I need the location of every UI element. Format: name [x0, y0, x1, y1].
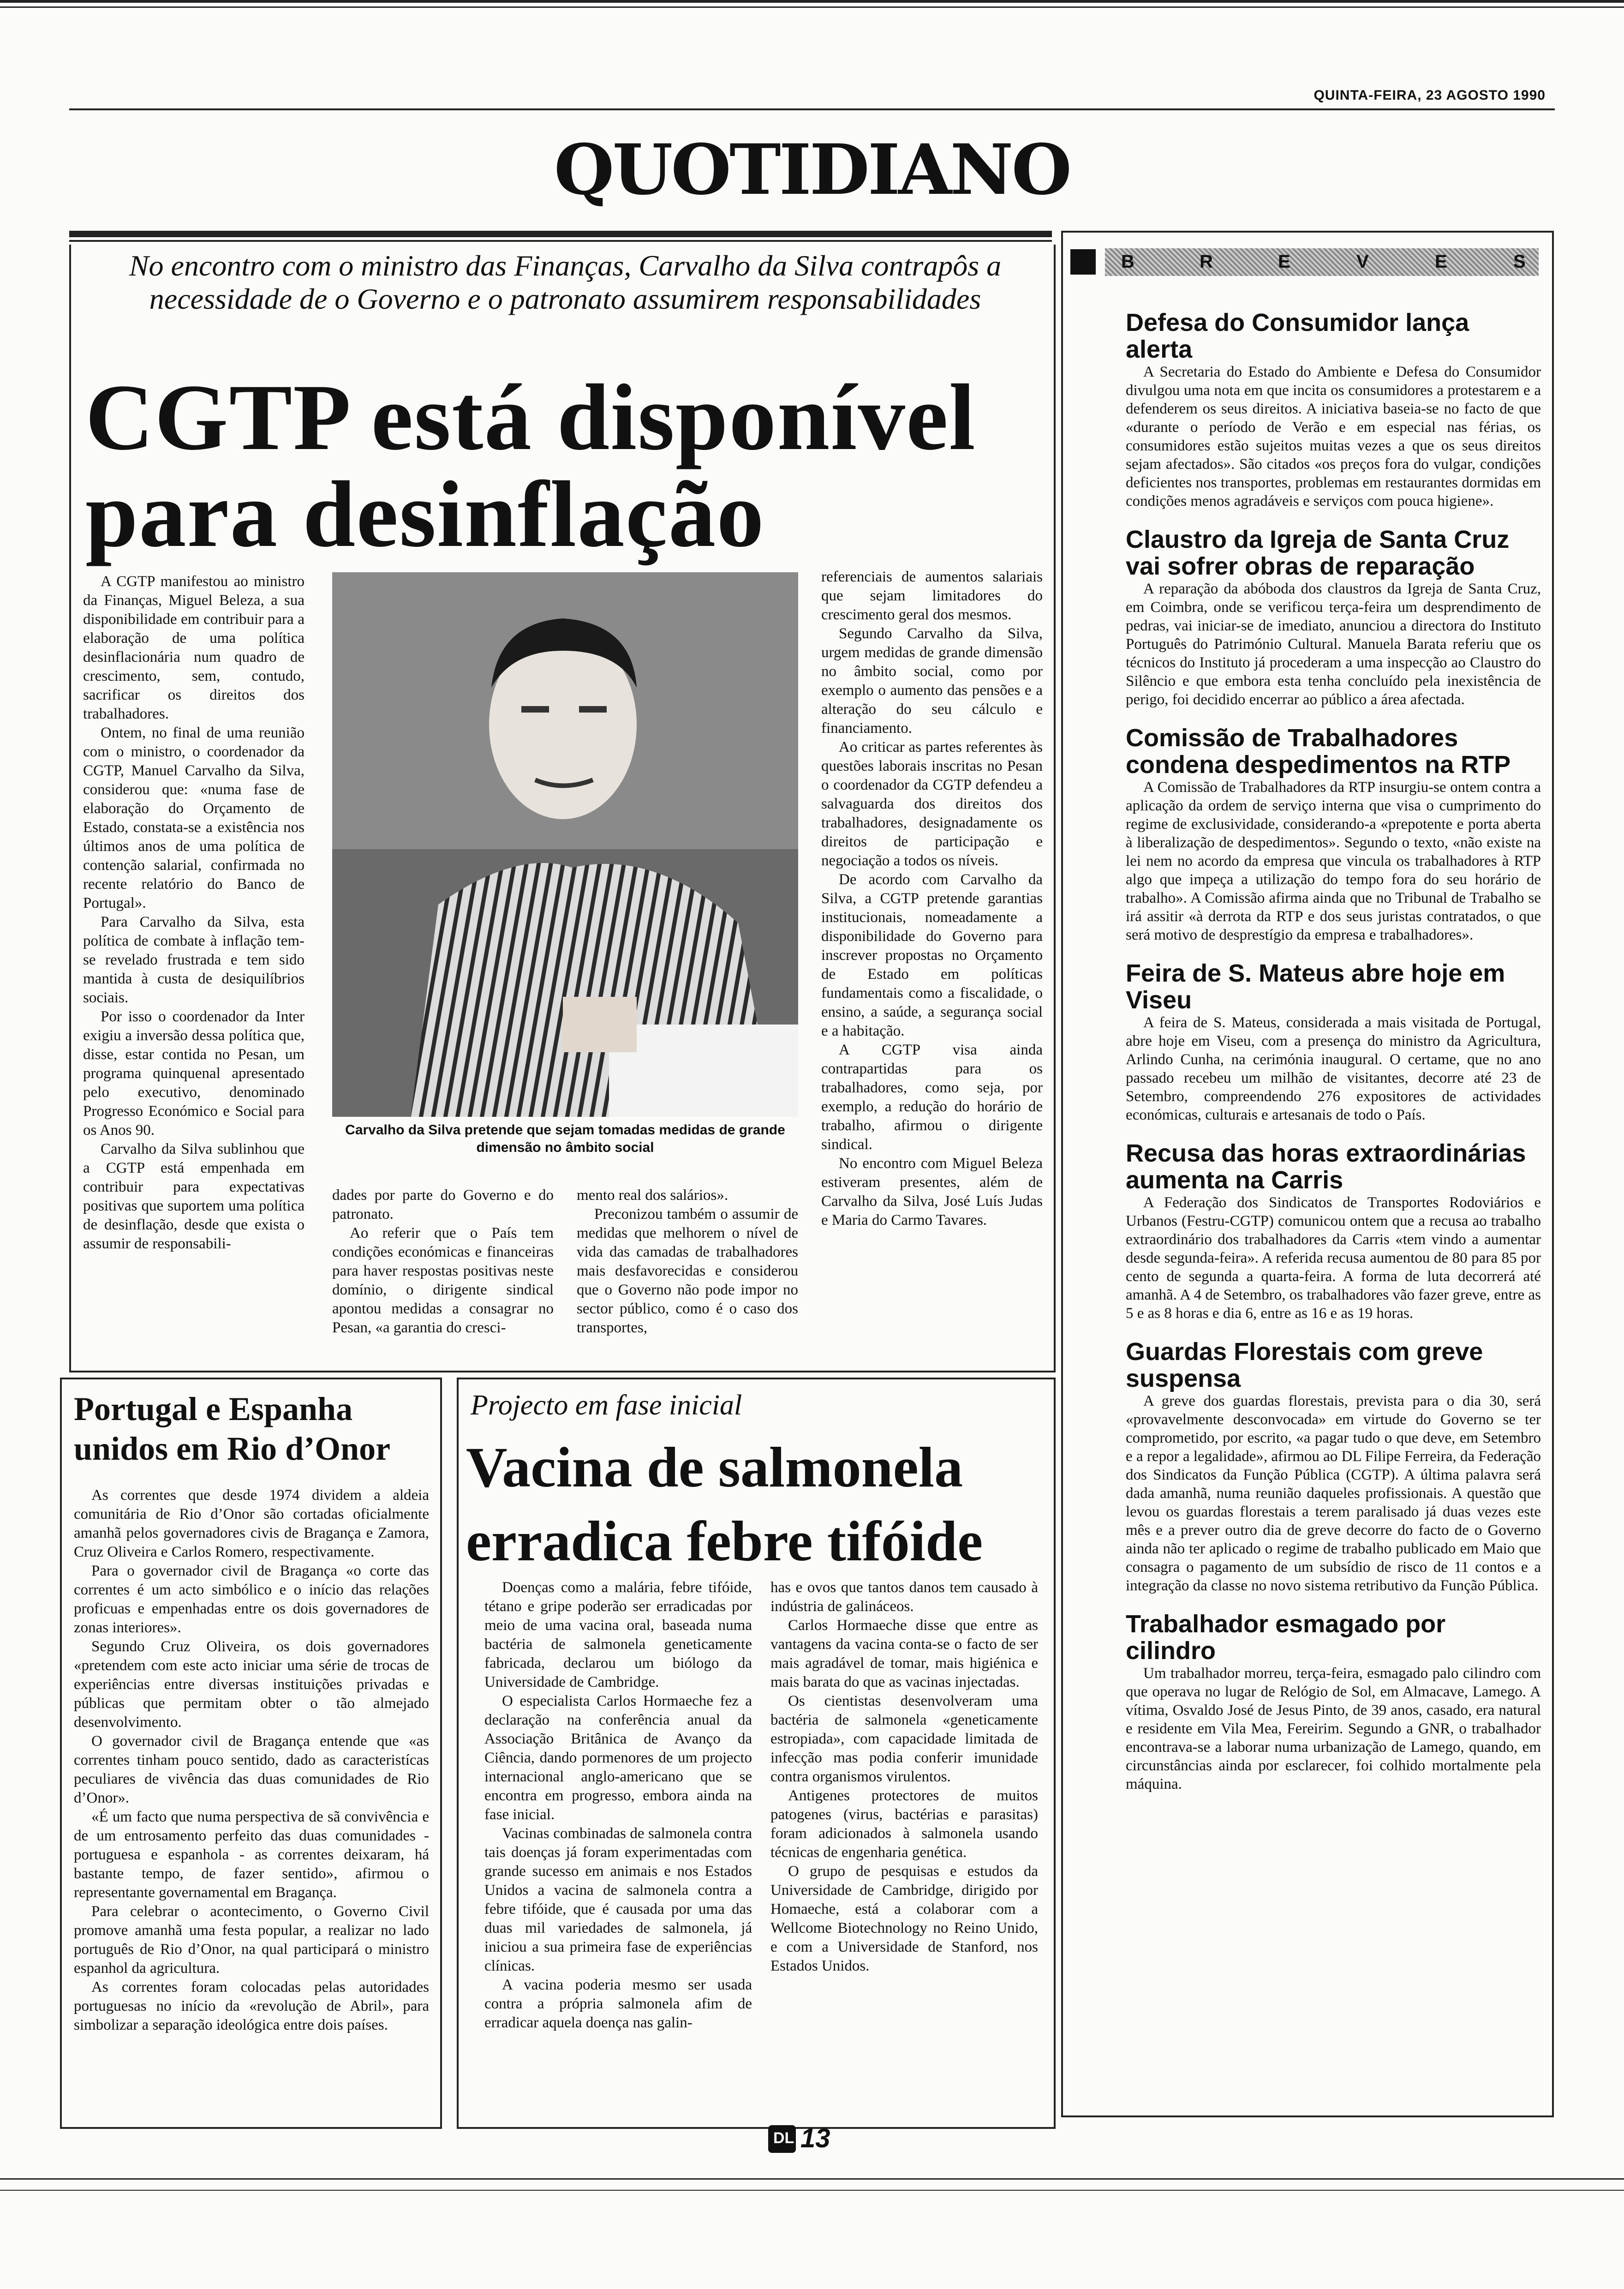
photo-caption: Carvalho da Silva pretende que sejam tomadas medidas de grande dimensão no âmbito social	[345, 1122, 785, 1155]
paragraph: has e ovos que tantos danos tem causado à indústria de galináceos.	[770, 1579, 1038, 1615]
brief-item	[1126, 526, 1541, 709]
breves-bar	[1105, 248, 1539, 276]
bottom-rule	[0, 2178, 1624, 2180]
brief-title: Recusa das horas extraordinárias aumenta na Carris	[1126, 1139, 1526, 1194]
brief-item	[1126, 1338, 1541, 1595]
paragraph: No encontro com Miguel Beleza estiveram presentes, além de Carvalho da Silva, José Luís Judas e Maria do Carmo Tavares.	[821, 1155, 1043, 1228]
paragraph: Ao referir que o País tem condições económicas e financeiras para haver respostas positivas neste domínio, o dirigente sindical apontou medidas a consagrar no Pesan, «a garantia do cresci-	[332, 1225, 554, 1336]
top-border-thin	[0, 6, 1624, 8]
paragraph: As correntes foram colocadas pelas autoridades portuguesas no início da «revolução de Abril», para simbolizar a separação ideológica entre dois países.	[74, 1979, 429, 2033]
brief-text: A greve dos guardas florestais, prevista para o dia 30, será «provavelmente desconvocada» em virtude do Governo se ter comprometido, por escrito, «a pagar tudo o que deve, em Setembro e a repor a legalidade», afirmou ao DL Filipe Ferreira, da Federação dos Sindicatos da Função Pública (CGTP). A última palavra será dada amanhã, numa reunião daqueles profissionais. A questão que levou os guardas florestais a terem paralisado já duas vezes este mês e a prever outro dia de greve decorre do facto de o Governo ainda não ter aplicado o regime de trabalho publicado em Maio que consagra o pagamento de um subsídio de risco de 11 contos e a integração da classe no novo sistema retributivo da Função Pública.	[1126, 1393, 1541, 1594]
paragraph: A CGTP manifestou ao ministro da Finanças, Miguel Beleza, a sua disponibilidade em contribuir para a elaboração de uma política desinflacionária num quadro de crescimento, sem, contudo, sacrificar os direitos dos trabalhadores.	[83, 573, 304, 722]
brief-title: Defesa do Consumidor lança alerta	[1126, 309, 1469, 363]
brief-title: Feira de S. Mateus abre hoje em Viseu	[1126, 959, 1505, 1014]
paragraph: Antigenes protectores de muitos patogenes (virus, bactérias e parasitas) foram adicionados à salmonela usando técnicas de engenharia genética.	[770, 1787, 1038, 1861]
brief-item	[1126, 1140, 1541, 1323]
brief-title: Guardas Florestais com greve suspensa	[1126, 1338, 1483, 1392]
main-headline-line2: para desinflação	[85, 462, 765, 567]
brief-item	[1126, 309, 1541, 510]
brief-text: Um trabalhador morreu, terça-feira, esmagado palo cilindro com que operava no lugar de Relógio de Sol, em Almacave, Lamego. A vítima, Osvaldo José de Jesus Pinto, de 39 anos, casado, era natural e residente em Vila Mea, Fereirim. Segundo a GNR, o trabalhador encontrava-se a laborar numa urbanização de Lamego, quando, em circunstâncias ainda por esclarecer, foi colhido mortalmente pela máquina.	[1126, 1665, 1541, 1792]
dateline: QUINTA-FEIRA, 23 AGOSTO 1990	[1314, 88, 1546, 103]
paragraph: As correntes que desde 1974 dividem a aldeia comunitária de Rio d’Onor são cortadas oficialmente amanhã pelos governadores civis de Bragança e Zamora, Cruz Oliveira e Carlos Romero, respectivamente.	[74, 1487, 429, 1560]
paragraph: referenciais de aumentos salariais que sejam limitadores do crescimento geral dos mesmos.	[821, 569, 1043, 623]
breves-list	[1126, 309, 1541, 1809]
brief-title: Claustro da Igreja de Santa Cruz vai sofrer obras de reparação	[1126, 526, 1510, 580]
vacina-column-1	[484, 1578, 752, 2032]
paragraph: mento real dos salários».	[577, 1187, 728, 1204]
header-rule	[69, 108, 1555, 110]
top-border	[0, 0, 1624, 3]
main-column-2	[332, 1186, 554, 1337]
portrait-illustration	[332, 572, 798, 1117]
portrait-photo	[332, 572, 798, 1117]
vacina-headline-line2: erradica febre tifóide	[466, 1510, 983, 1573]
paragraph: Segundo Cruz Oliveira, os dois governadores «pretendem com este acto iniciar uma série de trocas de experiências entre diversas instituições privadas e públicas que permitam obter o tão almejado desenvolvimento.	[74, 1638, 429, 1731]
portugal-espanha-headline: Portugal e Espanha unidos em Rio d’Onor	[74, 1390, 391, 1467]
main-column-4	[821, 568, 1043, 1230]
brief-item	[1126, 1611, 1541, 1793]
page-number: 13	[800, 2123, 830, 2153]
paragraph: Carvalho da Silva sublinhou que a CGTP está empenhada em contribuir para expectativas positivas que suportem uma política de desinflação, desde que exista o assumir de responsabili-	[83, 1141, 304, 1252]
breves-letter: R	[1200, 252, 1213, 272]
paragraph: O governador civil de Bragança entende que «as correntes tinham pouco sentido, dado as caracteristícas peculiares de vivência das duas comunidades de Rio d’Onor».	[74, 1733, 429, 1806]
portugal-espanha-body	[74, 1486, 429, 2035]
vacina-headline-line1: Vacina de salmonela	[466, 1436, 963, 1499]
paragraph: O grupo de pesquisas e estudos da Universidade de Cambridge, dirigido por Homaeche, está a colaborar com a Wellcome Biotechnology no Reino Unido, e com a Universidade de Stanford, nos Estados Unidos.	[770, 1863, 1038, 1974]
breves-letter: V	[1356, 252, 1369, 272]
bottom-rule-thin	[0, 2190, 1624, 2191]
paragraph: Ao criticar as partes referentes às questões laborais inscritas no Pesan o coordenador da CGTP defendeu a salvaguarda dos direitos dos trabalhadores, designadamente os direitos de participação e negociação a todos os níveis.	[821, 739, 1043, 869]
paragraph: Para Carvalho da Silva, esta política de combate à inflação tem-se revelado frustrada e tem sido mantida à custa de desiquilíbrios sociais.	[83, 914, 304, 1006]
main-column-1	[83, 572, 304, 1253]
brief-title: Trabalhador esmagado por cilindro	[1126, 1610, 1446, 1665]
paragraph: O especialista Carlos Hormaeche fez a declaração na conferência anual da Associação Britânica de Avanço da Ciência, dando pormenores de um projecto internacional anglo-americano que se encontra em progresso, embora ainda na fase inicial.	[484, 1693, 752, 1823]
brief-item	[1126, 725, 1541, 944]
paragraph: Doenças como a malária, febre tifóide, tétano e gripe poderão ser erradicadas por meio de uma vacina oral, baseada numa bactéria de salmonela geneticamente fabricada, declarou um biólogo da Universidade de Cambridge.	[484, 1579, 752, 1690]
brief-text: A feira de S. Mateus, considerada a mais visitada de Portugal, abre hoje em Viseu, com a presença do ministro da Agricultura, Arlindo Cunha, na cerimónia inaugural. O certame, que no ano passado recebeu um milhão de visitantes, decorre até 23 de Setembro, compreendendo 276 expositores de actividades económicas, culturais e artesanais de todo o País.	[1126, 1014, 1541, 1123]
paragraph: Segundo Carvalho da Silva, urgem medidas de grande dimensão no âmbito social, como por exemplo o aumento das pensões e a alteração do seu cálculo e financiamento.	[821, 625, 1043, 737]
paragraph: Vacinas combinadas de salmonela contra tais doenças já foram experimentadas com grande sucesso em animais e nos Estados Unidos a vacina de salmonela contra a febre tifóide, que é causada por uma das duas mil variedades de salmonela, já iniciou a sua primeira fase de experiências clínicas.	[484, 1825, 752, 1974]
paragraph: De acordo com Carvalho da Silva, a CGTP pretende garantias institucionais, nomeadamente a disponibilidade do Governo para inscrever propostas no Orçamento de Estado em políticas fundamentais como a fiscalidade, o ensino, a saúde, a segurança social e a habitação.	[821, 871, 1043, 1039]
paragraph: Para celebrar o acontecimento, o Governo Civil promove amanhã uma festa popular, a realizar no lado português de Rio d’Onor, na qual participará o ministro espanhol da agricultura.	[74, 1903, 429, 1977]
main-top-rule	[69, 231, 1052, 237]
brief-text: A Secretaria do Estado do Ambiente e Defesa do Consumidor divulgou uma nota em que incita os consumidores a protestarem e a defenderem os seus direitos. A iniciativa baseia-se no facto de que «durante o período de Verão e em especial nas férias, os consumidores estão sujeitos muitas vezes a que os seus direitos sejam afectados». São citados «os preços fora do vulgar, condições deficientes nos transportes, problemas em restaurantes dormidas em condições menos agradáveis e serviços com pouca higiene».	[1126, 364, 1541, 509]
vacina-column-2	[770, 1578, 1038, 1976]
paragraph: Ontem, no final de uma reunião com o ministro, o coordenador da CGTP, Manuel Carvalho da Silva, considerou que: «numa fase de elaboração do Orçamento de Estado, constata-se a existência nos últimos anos de uma política de contenção salarial, confirmada no recente relatório do Banco de Portugal».	[83, 725, 304, 911]
paragraph: «É um facto que numa perspectiva de sã convivência e de um entrosamento perfeito das duas comunidades - portuguesa e espanhola - as correntes deixaram, há bastante tempo, de fazer sentido», afirmou o representante governamental em Bragança.	[74, 1809, 429, 1901]
paragraph: dades por parte do Governo e do patronato.	[332, 1187, 554, 1222]
paragraph: Os cientistas desenvolveram uma bactéria de salmonela «geneticamente estropiada», com capacidade limitada de infecção mas podia conferir imunidade contra organismos virulentos.	[770, 1693, 1038, 1785]
brief-text: A Federação dos Sindicatos de Transportes Rodoviários e Urbanos (Festru-CGTP) comunicou ontem que a recusa ao trabalho extraordinário dos trabalhadores da Carris «tem vindo a aumentar desde segunda-feira». A referida recusa aumentou de 80 para 85 por cento de segunda a quarta-feira. A forma de luta decorrerá até amanhã. A 4 de Setembro, os trabalhadores vão fazer greve, entre as 5 e as 8 horas e dia 6, entre as 16 e as 19 horas.	[1126, 1194, 1541, 1322]
brief-text: A Comissão de Trabalhadores da RTP insurgiu-se ontem contra a aplicação da ordem de serviço interna que visa o cumprimento do regime de exclusividade, considerando-a «prepotente e porta aberta à liberalização de despedimentos». Segundo o texto, «não existe na lei nem no acordo da empresa que vincula os trabalhadores à RTP algo que impeça a utilização do tempo fora do seu horário de trabalho». A Comissão afirma ainda que no Tribunal de Trabalho se irá assitir «à derrota da RTP e dos seus juristas contratados, o que será motivo de desprestígio da empresa e trabalhadores».	[1126, 779, 1541, 943]
breves-marker	[1070, 249, 1096, 275]
paragraph: A vacina poderia mesmo ser usada contra a própria salmonela afim de erradicar aquela doença nas galin-	[484, 1977, 752, 2031]
paragraph: Por isso o coordenador da Inter exigiu a inversão dessa política que, disse, estar contida no Pesan, um programa quinquenal apresentado pelo executivo, denominado Progresso Económico e Social para os Anos 90.	[83, 1008, 304, 1139]
brief-item	[1126, 960, 1541, 1124]
breves-letter: E	[1278, 252, 1290, 272]
breves-letter: B	[1121, 252, 1134, 272]
main-kicker: No encontro com o ministro das Finanças, Carvalho da Silva contrapôs a necessidade de o Governo e o patronato assumirem responsabilidades	[129, 249, 1002, 315]
paragraph: A CGTP visa ainda contrapartidas para os trabalhadores, como seja, por exemplo, a redução do horário de trabalho, afirmou o dirigente sindical.	[821, 1042, 1043, 1153]
breves-letter: S	[1513, 252, 1526, 272]
paragraph: Carlos Hormaeche disse que entre as vantagens da vacina conta-se o facto de ser mais agradável de tomar, mais higiénica e mais barata do que as vacinas injectadas.	[770, 1617, 1038, 1690]
main-headline-line1: CGTP está disponível	[85, 365, 976, 470]
breves-letter: E	[1435, 252, 1447, 272]
vacina-kicker: Projecto em fase inicial	[471, 1390, 742, 1421]
paragraph: Preconizou também o assumir de medidas que melhorem o nível de vida das camadas de trabalhadores mais desfavorecidas e considerou que o Governo não pode impor no sector público, como é o caso dos transportes,	[577, 1206, 798, 1336]
paragraph: Para o governador civil de Bragança «o corte das correntes é um acto simbólico e o início das relações proficuas e empenhadas entre os dois governadores de zonas interiores».	[74, 1563, 429, 1636]
section-title: QUOTIDIANO	[554, 129, 1070, 210]
brief-title: Comissão de Trabalhadores condena despedimentos na RTP	[1126, 724, 1511, 779]
newspaper-logo-text: DL	[773, 2129, 794, 2147]
main-column-3	[577, 1186, 798, 1337]
brief-text: A reparação da abóboda dos claustros da Igreja de Santa Cruz, em Coimbra, onde se verificou terça-feira um desprendimento de pedras, vai iniciar-se de imediato, anunciou a directora do Instituto Português do Património Cultural. Manuela Barata referiu que os técnicos do Instituto já procederam a uma inspecção ao Claustro do Silêncio e que embora esta tenha concluído pela inexistência de perigo, foi decidido encerrar ao público a área afectada.	[1126, 581, 1541, 708]
main-top-rule-thin	[69, 240, 1052, 242]
